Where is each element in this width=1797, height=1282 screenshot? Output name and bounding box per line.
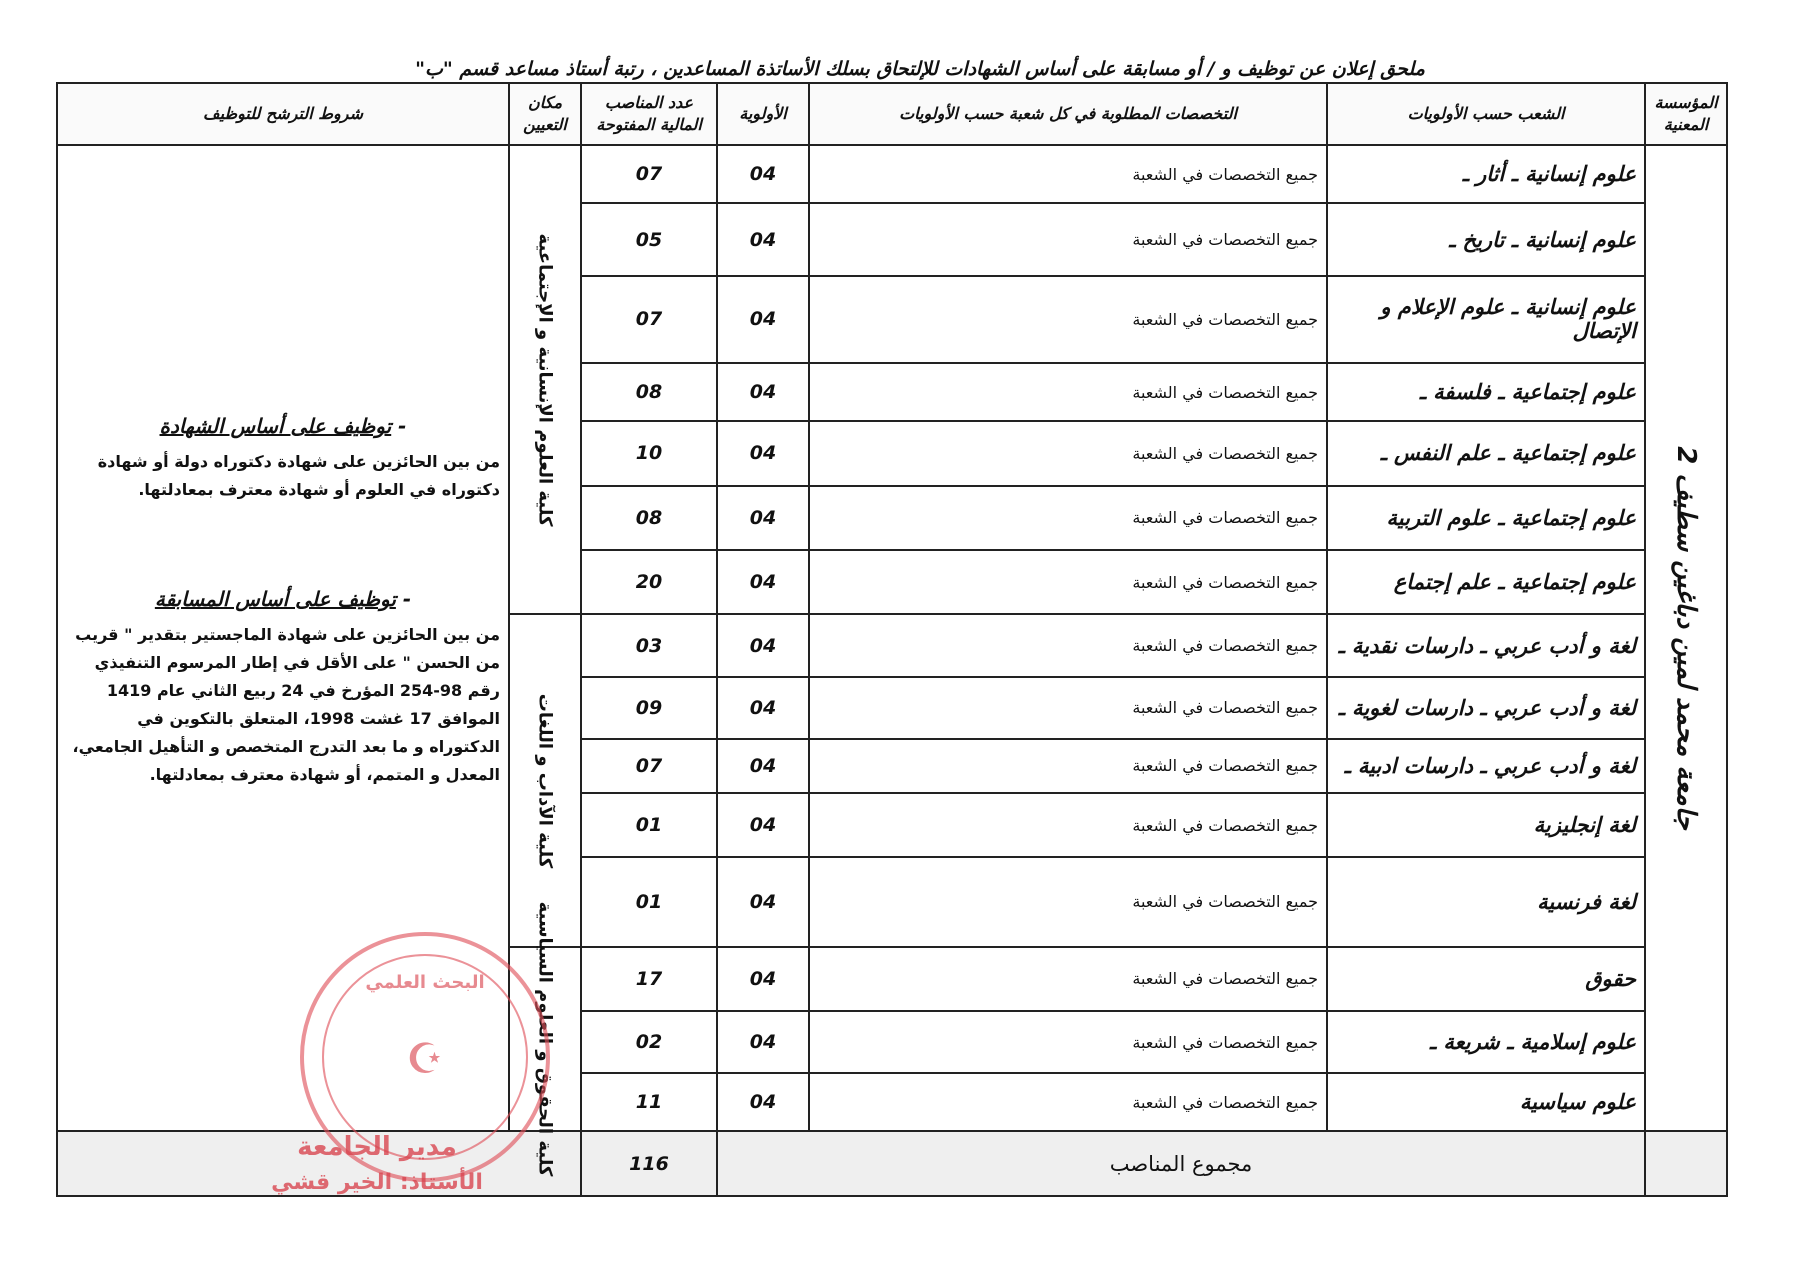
page-title: ملحق إعلان عن توظيف و / أو مسابقة على أساس الشهادات للإلتحاق بسلك الأساتذة المساعدين ، رتبة أستاذ مساعد قسم "ب" [415,58,1425,80]
positions-cell: 07 [581,276,717,363]
branch-cell: لغة و أدب عربي ـ دارسات نقدية ـ [1327,614,1645,676]
specialty-cell: جميع التخصصات في الشعبة [809,677,1327,739]
positions-cell: 07 [581,145,717,203]
conditions-heading-certificate: - توظيف على أساس الشهادة [159,414,407,439]
faculty-humanities-cell [509,145,581,614]
branch-cell: علوم إنسانية ـ تاريخ ـ [1327,203,1645,276]
priority-cell: 04 [717,421,809,485]
branch-cell: علوم إسلامية ـ شريعة ـ [1327,1011,1645,1073]
header-branch: الشعب حسب الأولويات [1327,83,1645,145]
specialty-cell: جميع التخصصات في الشعبة [809,857,1327,946]
priority-cell: 04 [717,857,809,946]
conditions-text-certificate: من بين الحائزين على شهادة دكتوراه دولة أو شهادة دكتوراه في العلوم أو شهادة معترف بمعادلتها. [97,452,500,500]
positions-cell: 01 [581,793,717,857]
priority-cell: 04 [717,145,809,203]
faculty-humanities: كلية العلوم الإنسانية و الإجتماعية [534,233,556,527]
branch-cell: علوم إجتماعية ـ فلسفة ـ [1327,363,1645,421]
priority-cell: 04 [717,550,809,614]
specialty-cell: جميع التخصصات في الشعبة [809,363,1327,421]
specialty-cell: جميع التخصصات في الشعبة [809,421,1327,485]
signature-title: مدير الجامعة [297,1132,457,1162]
header-conditions: شروط الترشح للتوظيف [57,83,509,145]
positions-cell: 08 [581,363,717,421]
priority-cell: 04 [717,793,809,857]
priority-cell: 04 [717,276,809,363]
table-row [57,145,1727,203]
branch-cell: علوم إجتماعية ـ علم إجتماع [1327,550,1645,614]
total-label: مجموع المناصب [717,1131,1645,1196]
signature-block [232,1132,522,1195]
branch-cell: لغة إنجليزية [1327,793,1645,857]
specialty-cell: جميع التخصصات في الشعبة [809,947,1327,1011]
positions-cell: 17 [581,947,717,1011]
positions-cell: 03 [581,614,717,676]
specialty-cell: جميع التخصصات في الشعبة [809,739,1327,793]
specialty-cell: جميع التخصصات في الشعبة [809,1073,1327,1131]
branch-cell: لغة و أدب عربي ـ دارسات ادبية ـ [1327,739,1645,793]
priority-cell: 04 [717,614,809,676]
header-priority: الأولوية [717,83,809,145]
priority-cell: 04 [717,1011,809,1073]
priority-cell: 04 [717,203,809,276]
header-institution: المؤسسة المعنية [1645,83,1727,145]
stamp-text: البحث العلمي [365,972,485,993]
specialty-cell: جميع التخصصات في الشعبة [809,1011,1327,1073]
specialty-cell: جميع التخصصات في الشعبة [809,614,1327,676]
branch-cell: علوم إنسانية ـ أثار ـ [1327,145,1645,203]
positions-cell: 02 [581,1011,717,1073]
institution-cell [1645,145,1727,1131]
priority-cell: 04 [717,363,809,421]
signature-name: الأستاذ: الخير قشي [271,1170,483,1195]
specialty-cell: جميع التخصصات في الشعبة [809,486,1327,550]
positions-cell: 01 [581,857,717,946]
specialty-cell: جميع التخصصات في الشعبة [809,550,1327,614]
institution-name: جامعة محمد لمين دباغين سطيف 2 [1671,446,1701,831]
branch-cell: علوم إجتماعية ـ علوم التربية [1327,486,1645,550]
positions-cell: 11 [581,1073,717,1131]
priority-cell: 04 [717,1073,809,1131]
total-blank-cell [1645,1131,1727,1196]
specialty-cell: جميع التخصصات في الشعبة [809,203,1327,276]
specialty-cell: جميع التخصصات في الشعبة [809,145,1327,203]
branch-cell: حقوق [1327,947,1645,1011]
branch-cell: علوم سياسية [1327,1073,1645,1131]
positions-cell: 05 [581,203,717,276]
positions-cell: 08 [581,486,717,550]
positions-cell: 10 [581,421,717,485]
branch-cell: علوم إجتماعية ـ علم النفس ـ [1327,421,1645,485]
priority-cell: 04 [717,739,809,793]
positions-cell: 20 [581,550,717,614]
positions-cell: 09 [581,677,717,739]
conditions-text-competition: من بين الحائزين على شهادة الماجستير بتقدير " قريب من الحسن " على الأقل في إطار المرسوم التنفيذي رقم 98-254 المؤرخ في 24 ربيع الثاني عام 1419 الموافق 17 غشت 1998، المتعلق بالتكوين في الدكتوراه و ما بعد التدرج المتخصص و التأهيل الجامعي، المعدل و المتمم، أو شهادة معترف بمعادلتها. [72,625,500,785]
branch-cell: لغة فرنسية [1327,857,1645,946]
specialty-cell: جميع التخصصات في الشعبة [809,793,1327,857]
header-place: مكان التعيين [509,83,581,145]
faculty-letters-cell [509,614,581,946]
priority-cell: 04 [717,486,809,550]
branch-cell: علوم إنسانية ـ علوم الإعلام و الإتصال [1327,276,1645,363]
star-crescent-icon: ☪ [406,1034,444,1083]
priority-cell: 04 [717,677,809,739]
header-specialties: التخصصات المطلوبة في كل شعبة حسب الأولويات [809,83,1327,145]
conditions-heading-competition: - توظيف على أساس المسابقة [154,587,412,612]
priority-cell: 04 [717,947,809,1011]
positions-cell: 07 [581,739,717,793]
total-value: 116 [581,1131,717,1196]
faculty-law: كلية الحقوق و العلوم السياسية [534,901,556,1177]
specialty-cell: جميع التخصصات في الشعبة [809,276,1327,363]
branch-cell: لغة و أدب عربي ـ دارسات لغوية ـ [1327,677,1645,739]
faculty-letters: كلية الآداب و اللغات [534,693,556,868]
header-positions: عدد المناصب المالية المفتوحة [581,83,717,145]
